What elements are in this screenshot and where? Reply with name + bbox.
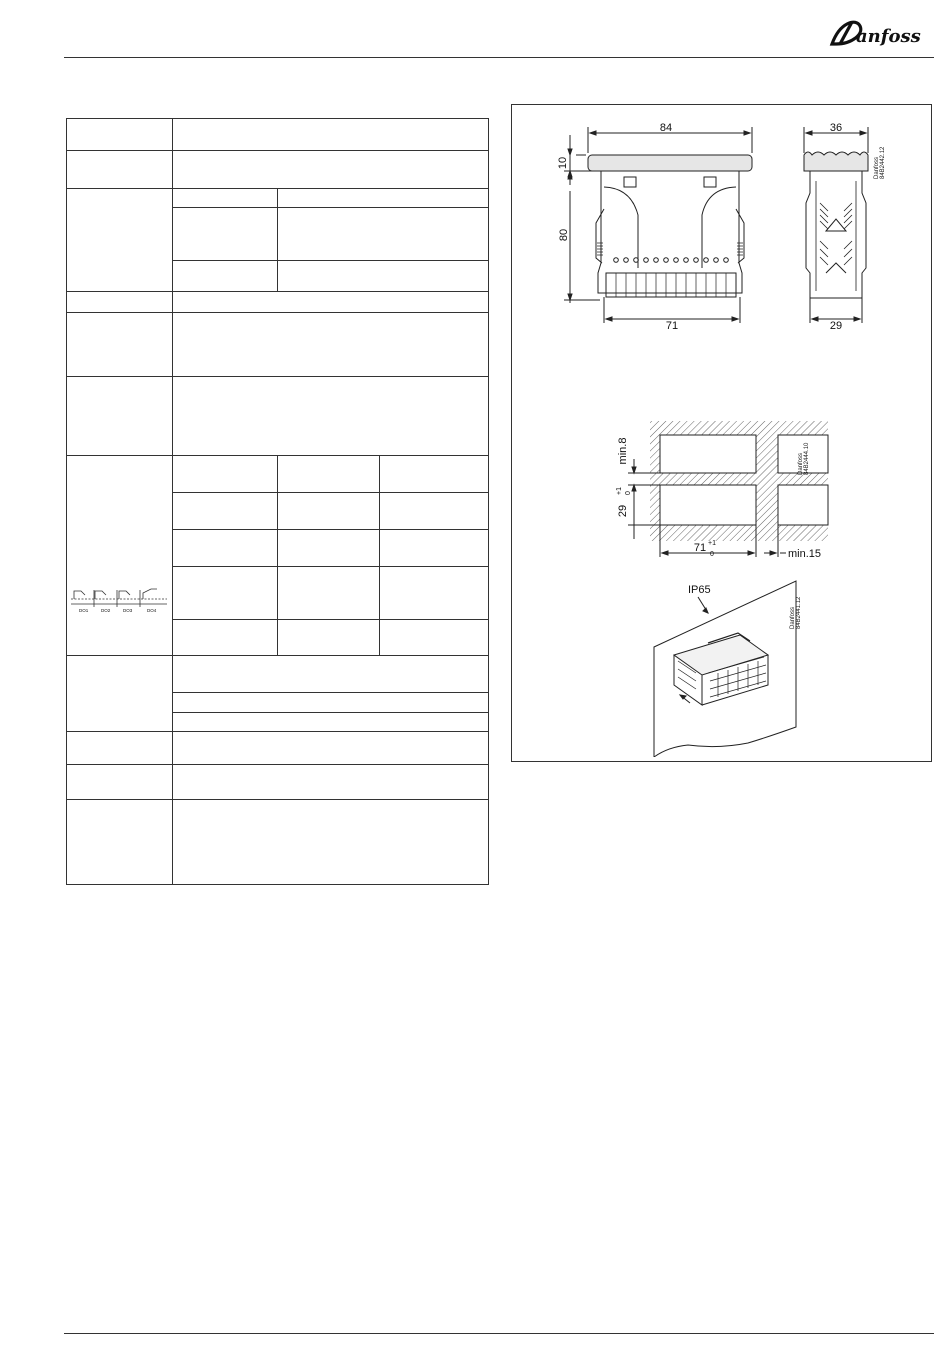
side-dim-36: 36: [829, 123, 843, 134]
spec-value-cell: [173, 693, 489, 713]
relay-cell: [173, 620, 278, 656]
relay-label-do2: DO2: [101, 608, 111, 613]
relay-cell: [380, 456, 489, 493]
relay-cell: [278, 620, 380, 656]
cutout-dim-min15: min.15: [788, 548, 822, 560]
relay-label-do3: DO3: [123, 608, 133, 613]
cutout-dim-29-tol-lower: 0: [625, 491, 632, 495]
relay-label-do4: DO4: [147, 608, 157, 613]
relay-cell: [173, 567, 278, 620]
cutout-doc-code: Danfoss 84B2444.10: [798, 442, 810, 475]
cutout-dim-71-tol-lower: 0: [710, 551, 714, 558]
relay-cell: [380, 493, 489, 530]
relay-cell: [278, 530, 380, 567]
spec-value-cell: [173, 292, 489, 313]
front-dim-84: 84: [659, 123, 673, 134]
mounting-ip65: IP65: [688, 584, 711, 596]
spec-label-cell: [67, 151, 173, 189]
front-view-drawing: [556, 123, 766, 333]
cutout-dim-71: 71: [693, 542, 707, 554]
spec-label-cell: [67, 377, 173, 456]
specification-table: [66, 118, 489, 885]
spec-label-cell: [67, 732, 173, 765]
danfoss-logo: [826, 14, 934, 52]
relay-output-cell: [67, 456, 173, 656]
spec-label-cell: [67, 189, 173, 292]
relay-cell: [173, 456, 278, 493]
dimension-figures-panel: [511, 104, 932, 762]
front-dim-10: 10: [557, 156, 569, 170]
relay-cell: [380, 567, 489, 620]
spec-label-cell: [67, 656, 173, 732]
relay-label-do1: DO1: [79, 608, 89, 613]
spec-label-cell: [67, 313, 173, 377]
cutout-dim-min8: min.8: [617, 437, 629, 465]
spec-value-cell: [173, 151, 489, 189]
relay-cell: [278, 493, 380, 530]
spec-label-cell: [67, 292, 173, 313]
spec-value-cell: [173, 800, 489, 885]
cutout-dim-71-tol-upper: +1: [708, 540, 716, 547]
cutout-dim-29-tol-upper: +1: [616, 487, 623, 495]
front-dim-71: 71: [665, 320, 679, 332]
front-doc-code: Danfoss 84B2442.12: [874, 146, 886, 179]
spec-sub-cell: [173, 261, 278, 292]
spec-sub-cell: [173, 208, 278, 261]
spec-value-cell: [173, 656, 489, 693]
spec-value-cell: [173, 732, 489, 765]
spec-value-cell: [173, 765, 489, 800]
footer-rule: [64, 1333, 934, 1334]
spec-value-cell: [173, 313, 489, 377]
spec-sub-cell: [173, 189, 278, 208]
spec-value-cell: [278, 208, 489, 261]
spec-label-cell: [67, 800, 173, 885]
mounting-drawing: [648, 577, 808, 757]
spec-value-cell: [173, 119, 489, 151]
spec-value-cell: [278, 189, 489, 208]
side-dim-29: 29: [829, 320, 843, 332]
spec-value-cell: [278, 261, 489, 292]
header-rule: [64, 57, 934, 58]
spec-label-cell: [67, 765, 173, 800]
relay-cell: [380, 620, 489, 656]
spec-value-cell: [173, 713, 489, 732]
svg-text:anfoss: anfoss: [856, 26, 921, 47]
relay-cell: [278, 456, 380, 493]
spec-value-cell: [173, 377, 489, 456]
relay-cell: [380, 530, 489, 567]
relay-cell: [278, 567, 380, 620]
relay-contact-diagram: [71, 587, 167, 613]
mounting-doc-code: Danfoss 84B2441.12: [790, 596, 802, 629]
front-dim-80: 80: [558, 228, 570, 242]
cutout-dim-29: 29: [617, 504, 629, 518]
relay-cell: [173, 530, 278, 567]
spec-label-cell: [67, 119, 173, 151]
relay-cell: [173, 493, 278, 530]
